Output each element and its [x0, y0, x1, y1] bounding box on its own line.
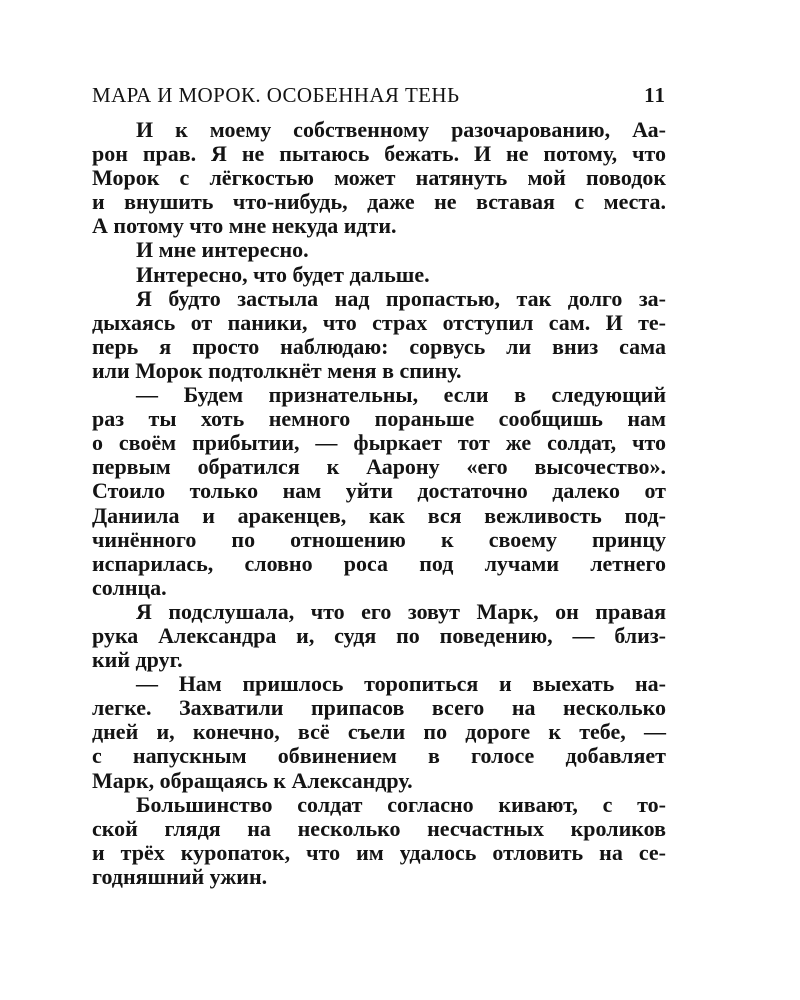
- text-line: Марк, обращаясь к Александру.: [92, 767, 413, 793]
- text-line: или Морок подтолкнёт меня в спину.: [92, 357, 462, 383]
- running-header: [92, 80, 666, 110]
- text-line: Интересно, что будет дальше.: [136, 261, 430, 287]
- text-line: раз ты хоть немного пораньше сообщишь нам: [92, 406, 666, 432]
- text-line: первым обратился к Аарону «его высочество».: [92, 454, 666, 480]
- book-page: [92, 80, 666, 889]
- text-line: рон прав. Я не пытаюсь бежать. И не потому, что: [92, 141, 666, 167]
- text-line: Я подслушала, что его зовут Марк, он правая: [136, 598, 666, 624]
- text-line: Стоило только нам уйти достаточно далеко от: [92, 478, 666, 504]
- text-line: с напускным обвинением в голосе добавляет: [92, 743, 666, 769]
- body-text: [92, 118, 666, 889]
- text-line: легке. Захватили припасов всего на несколько: [92, 695, 666, 721]
- text-line: годняшний ужин.: [92, 863, 268, 889]
- text-line: дыхаясь от паники, что страх отступил сам. И те-: [92, 309, 666, 335]
- text-line: Даниила и аракенцев, как вся вежливость под-: [92, 502, 666, 528]
- text-line: Большинство солдат согласно кивают, с то-: [136, 791, 666, 817]
- text-line: ской глядя на несколько несчастных кроликов: [92, 815, 666, 841]
- text-line: о своём прибытии, — фыркает тот же солдат, что: [92, 430, 666, 456]
- text-line: и трёх куропаток, что им удалось отловить на се-: [92, 839, 666, 865]
- text-line: Морок с лёгкостью может натянуть мой поводок: [92, 165, 666, 191]
- text-line: перь я просто наблюдаю: сорвусь ли вниз сама: [92, 333, 666, 359]
- text-line: кий друг.: [92, 647, 183, 673]
- text-line: А потому что мне некуда идти.: [92, 213, 397, 239]
- text-line: — Будем признательны, если в следующий: [136, 382, 666, 408]
- text-line: И к моему собственному разочарованию, Аа-: [136, 117, 666, 142]
- text-line: испарилась, словно роса под лучами летнего: [92, 550, 666, 576]
- text-line: рука Александра и, судя по поведению, — близ-: [92, 622, 666, 648]
- page-number: 11: [644, 83, 666, 107]
- text-line: Я будто застыла над пропастью, так долго за-: [136, 285, 666, 311]
- text-line: солнца.: [92, 574, 167, 600]
- text-line: — Нам пришлось торопиться и выехать на-: [136, 671, 666, 697]
- text-line: И мне интересно.: [136, 237, 309, 263]
- text-line: дней и, конечно, всё съели по дороге к тебе, —: [92, 719, 666, 745]
- text-line: и внушить что-нибудь, даже не вставая с места.: [92, 189, 666, 215]
- running-header-title: МАРА И МОРОК. ОСОБЕННАЯ ТЕНЬ: [92, 83, 460, 107]
- text-line: чинённого по отношению к своему принцу: [92, 526, 666, 552]
